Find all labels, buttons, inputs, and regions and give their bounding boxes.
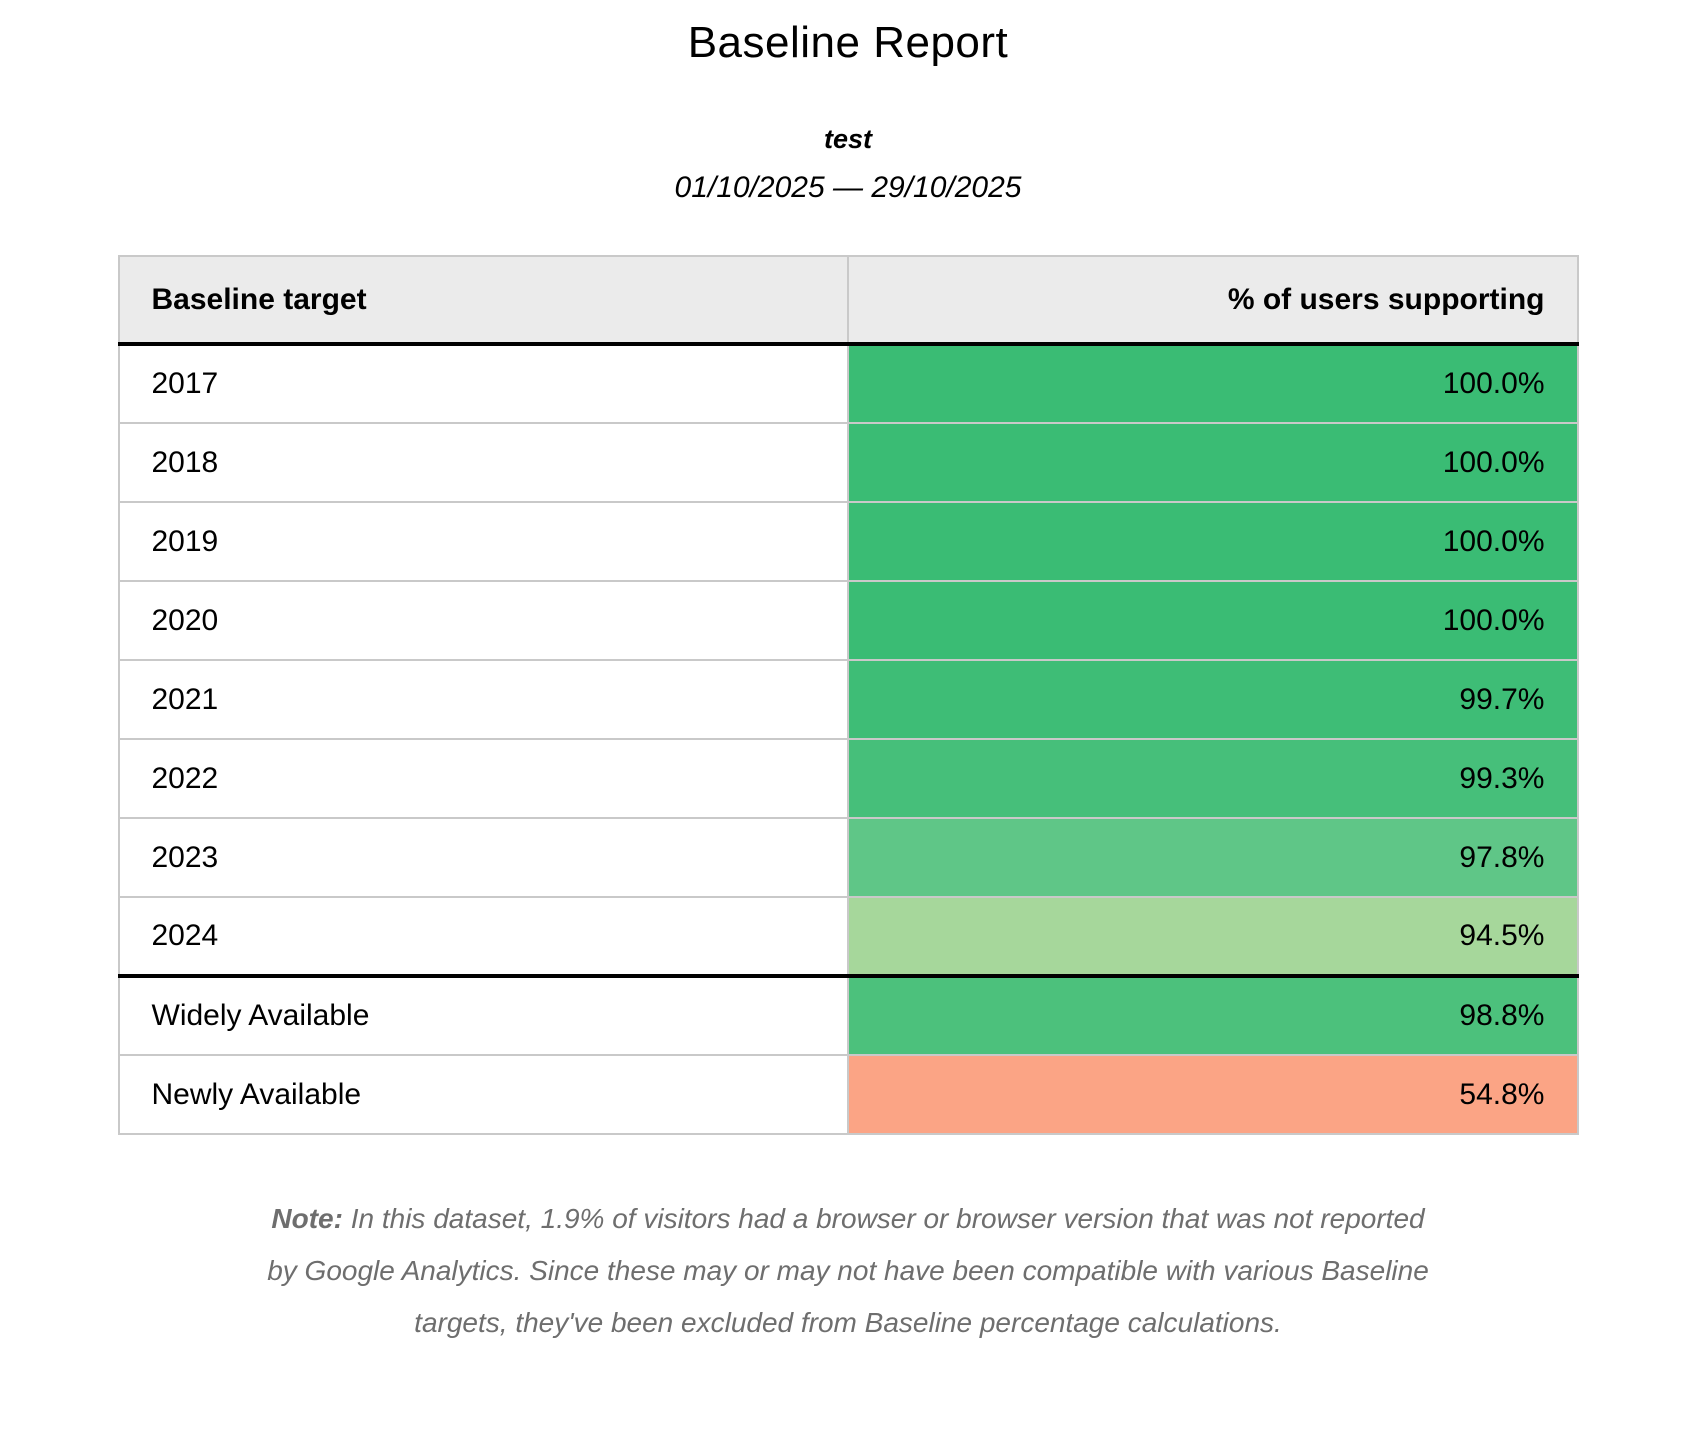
row-value: 100.0% — [848, 502, 1578, 581]
page-title: Baseline Report — [687, 18, 1009, 67]
table-row-2017 — [119, 344, 1578, 423]
row-label: Newly Available — [119, 1055, 849, 1134]
note-label: Note: — [271, 1203, 343, 1234]
header-percent-supporting: % of users supporting — [848, 256, 1578, 344]
row-value: 94.5% — [848, 897, 1578, 976]
header-row — [119, 256, 1578, 344]
row-label: 2019 — [119, 502, 849, 581]
table-row-2018 — [119, 423, 1578, 502]
row-label: 2021 — [119, 660, 849, 739]
row-label: 2024 — [119, 897, 849, 976]
table-row-newly-available — [119, 1055, 1578, 1134]
row-label: 2023 — [119, 818, 849, 897]
row-value: 100.0% — [848, 344, 1578, 423]
table-body — [119, 344, 1578, 1134]
note-text: In this dataset, 1.9% of visitors had a browser or browser version that was not reported by Google Analytics. Since these may or may not have been compatible with various Baseline targets, they've been excluded from Baseline percentage calculations. — [267, 1203, 1429, 1339]
table-row-2020 — [119, 581, 1578, 660]
baseline-table — [118, 255, 1579, 1135]
table-header — [119, 256, 1578, 344]
row-value: 99.7% — [848, 660, 1578, 739]
row-value: 99.3% — [848, 739, 1578, 818]
row-label: 2018 — [119, 423, 849, 502]
row-label: 2020 — [119, 581, 849, 660]
table-row-2019 — [119, 502, 1578, 581]
row-value: 54.8% — [848, 1055, 1578, 1134]
row-value: 100.0% — [848, 581, 1578, 660]
row-value: 100.0% — [848, 423, 1578, 502]
row-label: 2022 — [119, 739, 849, 818]
header-baseline-target: Baseline target — [119, 256, 849, 344]
table-row-2024 — [119, 897, 1578, 976]
table-row-2022 — [119, 739, 1578, 818]
row-value: 98.8% — [848, 976, 1578, 1055]
row-label: 2017 — [119, 344, 849, 423]
table-row-widely-available — [119, 976, 1578, 1055]
report-note — [253, 1193, 1443, 1349]
report-subtitle: test — [823, 124, 872, 154]
row-value: 97.8% — [848, 818, 1578, 897]
table-row-2023 — [119, 818, 1578, 897]
table-row-2021 — [119, 660, 1578, 739]
date-range: 01/10/2025 — 29/10/2025 — [674, 171, 1022, 204]
row-label: Widely Available — [119, 976, 849, 1055]
